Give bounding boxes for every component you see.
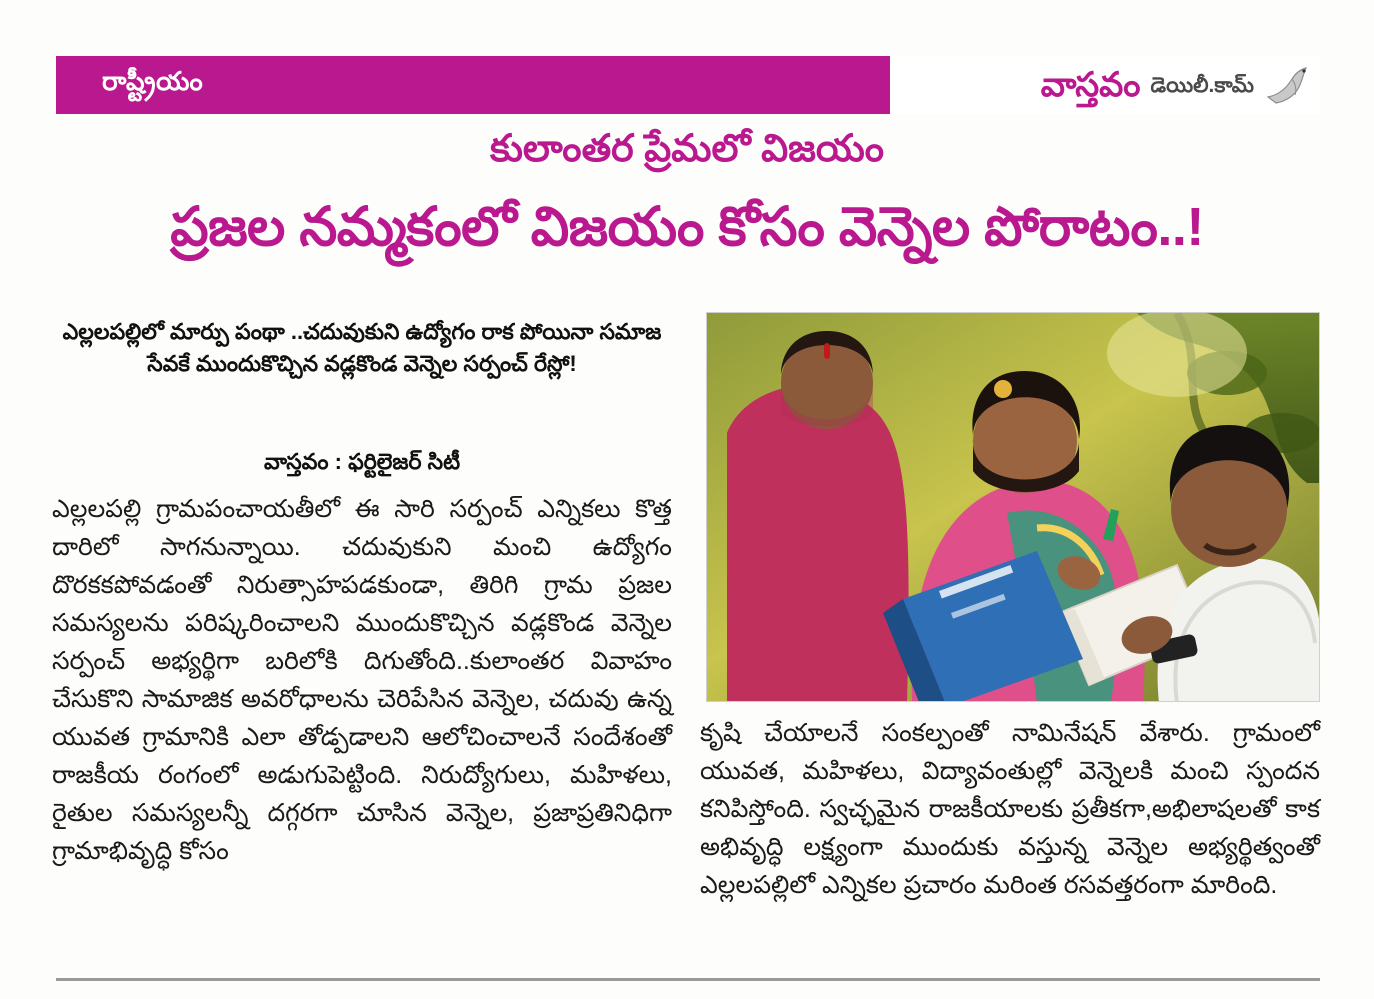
bird-logo-icon: [1264, 63, 1312, 107]
footer-rule: [56, 978, 1320, 981]
article-headline: ప్రజల నమ్మకంలో విజయం కోసం వెన్నెల పోరాటం..!: [170, 197, 1204, 257]
body-text-right: కృషి చేయాలనే సంకల్పంతో నామినేషన్ వేశారు. గ్రామంలో యువత, మహిళలు, విద్యావంతుల్లో వెన్నెలకి మంచి స్పందన కనిపిస్తోంది. స్వచ్ఛమైన రాజకీయాలకు ప్రతీకగా,అభిలాషలతో కాక అభివృద్ధి లక్ష్యంగా ముందుకు వస్తున్న వెన్నెల అభ్యర్థిత్వంతో ఎల్లలపల్లిలో ఎన్నికల ప్రచారం మరింత రసవత్తరంగా మారింది.: [700, 719, 1320, 899]
body-column-left: [52, 490, 672, 870]
article-blurb: ఎల్లలపల్లిలో మార్పు పంథా ..చదువుకుని ఉద్యోగం రాక పోయినా సమాజ సేవకే ముందుకొచ్చిన వడ్లకొండ వెన్నెల సర్పంచ్ రేస్లో!: [62, 319, 662, 376]
article-photo: [706, 312, 1320, 702]
body-text-left: ఎల్లలపల్లి గ్రామపంచాయతీలో ఈ సారి సర్పంచ్ ఎన్నికలు కొత్త దారిలో సాగనున్నాయి. చదువుకుని మంచి ఉద్యోగం దొరకకపోవడంతో నిరుత్సాహపడకుండా, తిరిగి గ్రామ ప్రజల సమస్యలను పరిష్కరించాలని ముందుకొచ్చిన వడ్లకొండ వెన్నెల సర్పంచ్ అభ్యర్థిగా బరిలోకి దిగుతోంది..కులాంతర వివాహం చేసుకొని సామాజిక అవరోధాలను చెరిపేసిన వెన్నెల, చదువు ఉన్న యువత గ్రామానికి ఎలా తోడ్పడాలని ఆలోచించాలనే సందేశంతో రాజకీయ రంగంలో అడుగుపెట్టింది. నిరుద్యోగులు, మహిళలు, రైతుల సమస్యలన్నీ దగ్గరగా చూసిన వెన్నెల, ప్రజాప్రతినిధిగా గ్రామాభివృద్ధి కోసం: [52, 495, 672, 865]
section-label: రాష్ట్రీయం: [102, 66, 204, 96]
masthead: [56, 56, 1320, 114]
body-column-right: [700, 714, 1320, 904]
article-byline: వాస్తవం : ఫర్టిలైజర్ సిటీ: [263, 449, 461, 474]
brand-plate: [890, 56, 1320, 114]
brand-domain: డెయిలీ.కామ్: [1150, 73, 1254, 97]
brand-name: వాస్తవం: [1040, 66, 1141, 104]
article-kicker: కులాంతర ప్రేమలో విజయం: [489, 128, 885, 170]
